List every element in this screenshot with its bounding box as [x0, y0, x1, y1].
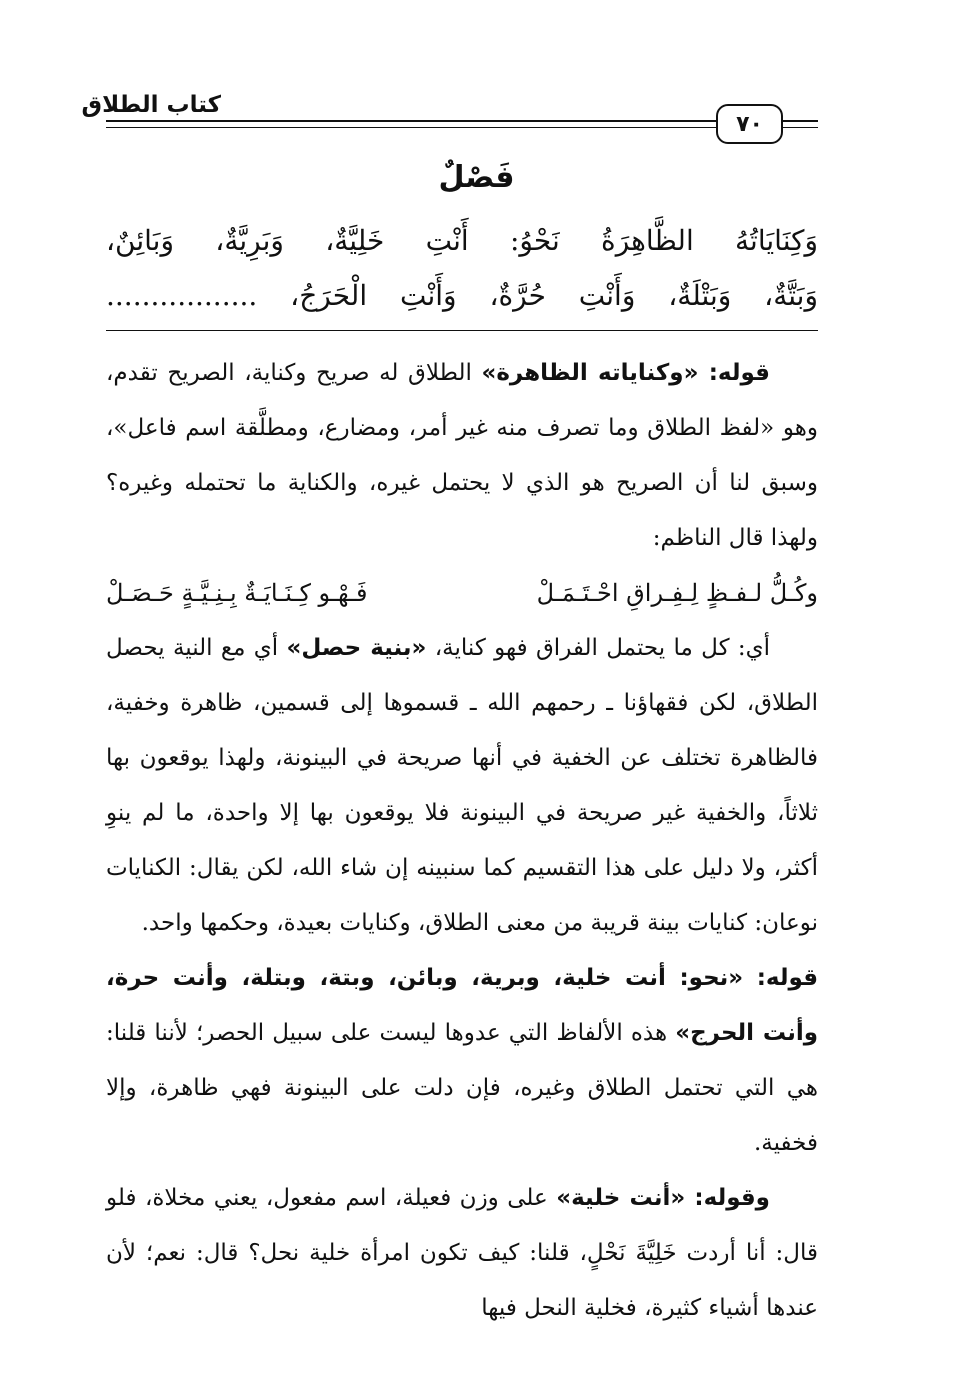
- paragraph-lead: وقوله:: [685, 1185, 770, 1211]
- paragraph-text: هذه الألفاظ التي عدوها ليست على سبيل الحصر؛ لأننا قلنا: هي التي تحتمل الطلاق وغيره، فإن دلت على البينونة فهي ظاهرة، وإلا فخفية.: [106, 1020, 818, 1156]
- matn-separator: [106, 330, 818, 331]
- header-rule-thin: [106, 127, 716, 128]
- paragraph-text-after: أي مع النية يحصل الطلاق، لكن فقهاؤنا ـ رحمهم الله ـ قسموها إلى قسمين، ظاهرة وخفية، فالظاهرة تختلف عن الخفية في أنها صريحة في البينونة، ولهذا يوقعون بها ثلاثاً، والخفية غير صريحة في البينونة فلا يوقعون بها إلا واحدة، ما لم ينوِ أكثر، ولا دليل على هذا التقسيم كما سنبينه إن شاء الله، لكن يقال: الكنايات نوعان: كنايات بينة قريبة من معنى الطلاق، وكنايات بعيدة، وحكمها واحد.: [106, 635, 818, 936]
- running-head-book-title: كتاب الطلاق: [81, 92, 221, 118]
- paragraph-text-before: أي: كل ما يحتمل الفراق فهو كناية،: [426, 635, 771, 661]
- commentary-paragraph-4: [106, 1171, 818, 1336]
- paragraph-lead: قوله: «وكناياته الظاهرة»: [481, 360, 770, 386]
- header-rule-right-thin: [783, 127, 818, 128]
- header-rule-right: [783, 120, 818, 122]
- paragraph-text: الطلاق له صريح وكناية، الصريح تقدم، وهو «لفظ الطلاق وما تصرف منه غير أمر، ومضارع، ومطلَّقة اسم فاعل»، وسبق لنا أن الصريح هو الذي لا يحتمل غيره، والكناية ما تحتمله وغيره؟ ولهذا قال الناظم:: [106, 360, 818, 551]
- section-heading: فَصْلٌ: [438, 160, 515, 195]
- paragraph-quote: «أنت خلية»: [556, 1185, 686, 1211]
- header-rule: [106, 120, 716, 122]
- commentary-paragraph-3: [106, 951, 818, 1171]
- verse-hemistich-2: فَـهْـو كِـنَـايَـةٌ بِـنِـيَّـةٍ حَـصَـلْ: [106, 579, 368, 607]
- verse-hemistich-1: وكُـلُّ لـفـظٍ لِـفِـراقِ احْـتَـمَـلْ: [536, 579, 818, 607]
- poem-verse: [106, 566, 818, 621]
- matn-line-1: وَكِنَايَاتُهُ الظَّاهِرَةُ نَحْوُ: أَنْتِ خَلِيَّةٌ، وَبَرِيَّةٌ، وَبَائِنٌ،: [106, 224, 818, 257]
- commentary-paragraph-1: [106, 346, 818, 566]
- page-number: ٧٠: [716, 104, 783, 144]
- commentary: [106, 346, 818, 1336]
- matn-line-2: وَبَتَّةٌ، وَبَتْلَةٌ، وَأَنْتِ حُرَّةٌ، وَأَنْتِ الْحَرَجُ، .................: [106, 279, 818, 312]
- paragraph-quote: «بنية حصل»: [286, 635, 427, 661]
- paragraph-text: على وزن فعيلة، اسم مفعول، يعني مخلاة، فلو قال: أنا أردت خَلِيَّةَ نَحْلٍ، قلنا: كيف تكون امرأة خلية نحل؟ قال: نعم؛ لأن عندها أشياء كثيرة، فخلية النحل فيها: [106, 1185, 818, 1321]
- paragraph-lead: قوله: «نحو: أنت خلية، وبرية، وبائن، وبتة، وبتلة، وأنت حرة، وأنت الحرج»: [106, 965, 819, 1046]
- commentary-paragraph-2: [106, 621, 818, 951]
